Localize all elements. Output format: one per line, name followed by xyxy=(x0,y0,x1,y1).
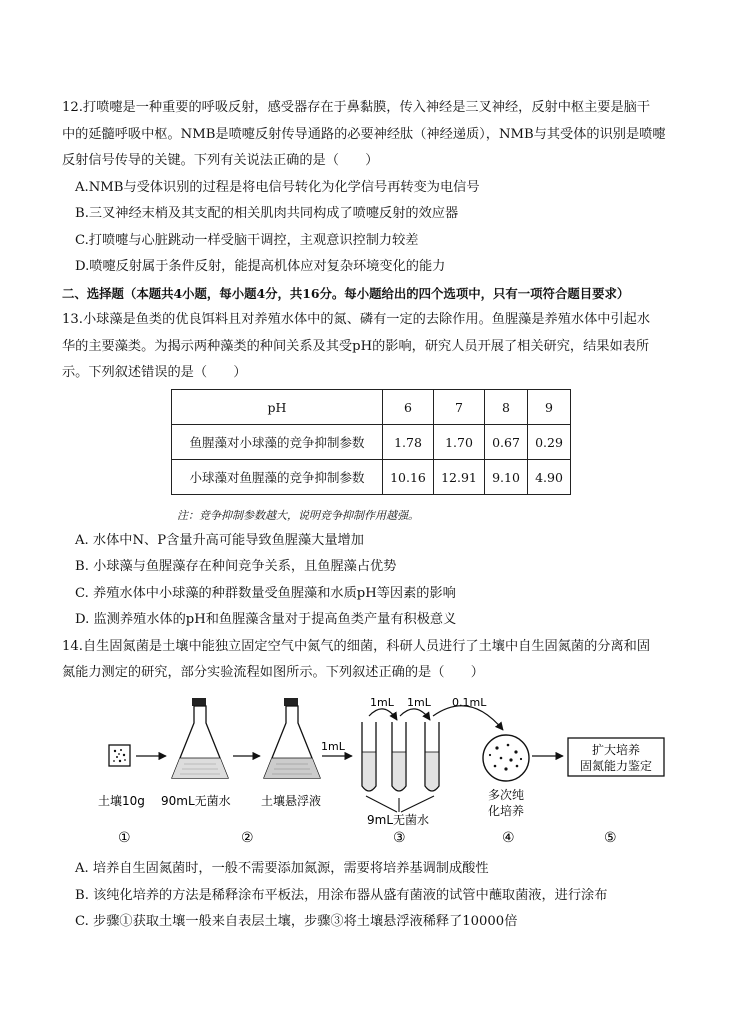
arc-volume-label: 1mL xyxy=(407,696,431,709)
transfer-arc xyxy=(369,709,397,720)
flask-icon xyxy=(264,698,320,778)
step-number: ⑤ xyxy=(604,830,617,846)
q14-line-1: 14.自生固氮菌是土壤中能独立固定空气中氮气的细菌，科研人员进行了土壤中自生固氮菌的分离和固 xyxy=(62,639,651,654)
result-box-line-2: 固氮能力鉴定 xyxy=(579,759,653,773)
transfer-arc xyxy=(400,709,430,720)
table-header-row xyxy=(172,390,571,425)
table-cell: 1.70 xyxy=(434,425,485,460)
table-cell: 4.90 xyxy=(528,460,571,495)
result-box-line-1: 扩大培养 xyxy=(591,743,641,757)
q12-option-c: C.打喷嚏与心脏跳动一样受脑干调控，主观意识控制力较差 xyxy=(75,233,419,248)
step-number: ④ xyxy=(502,830,515,846)
petri-dish-icon xyxy=(483,735,529,781)
water-9-label: 9mL无菌水 xyxy=(367,813,430,827)
experiment-flow-diagram xyxy=(0,685,737,850)
bracket-lines xyxy=(366,796,434,812)
transfer-volume-label: 1mL xyxy=(321,740,345,753)
table-cell: 9.10 xyxy=(485,460,528,495)
q12-line-2: 中的延髓呼吸中枢。NMB是喷嚏反射传导通路的必要神经肽（神经递质），NMB与其受体的识别是喷嚏 xyxy=(62,127,666,142)
q13-option-d: D. 监测养殖水体的pH和鱼腥藻含量对于提高鱼类产量有积极意义 xyxy=(75,612,457,627)
table-cell: 7 xyxy=(434,390,485,425)
purify-label-2: 化培养 xyxy=(488,804,525,818)
q13-option-a: A. 水体中N、P含量升高可能导致鱼腥藻大量增加 xyxy=(75,533,364,548)
q13-line-2: 华的主要藻类。为揭示两种藻类的种间关系及其受pH的影响，研究人员开展了相关研究，结果如表所 xyxy=(62,339,650,354)
arc-volume-label: 0.1mL xyxy=(452,696,487,709)
q13-option-b: B. 小球藻与鱼腥藻存在种间竞争关系，且鱼腥藻占优势 xyxy=(75,559,397,574)
flask-icon xyxy=(172,698,228,778)
table-cell: 9 xyxy=(528,390,571,425)
step-number: ③ xyxy=(393,830,406,846)
q13-option-c: C. 养殖水体中小球藻的种群数量受鱼腥藻和水质pH等因素的影响 xyxy=(75,586,456,601)
table-cell: 12.91 xyxy=(434,460,485,495)
step-number: ② xyxy=(241,830,254,846)
suspension-label: 土壤悬浮液 xyxy=(261,794,322,808)
table-cell: 10.16 xyxy=(383,460,434,495)
q14-option-a: A. 培养自生固氮菌时，一般不需要添加氮源，需要将培养基调制成酸性 xyxy=(75,861,489,876)
table-cell: pH xyxy=(172,390,383,425)
q12-option-a: A.NMB与受体识别的过程是将电信号转化为化学信号再转变为电信号 xyxy=(75,180,480,195)
section-heading: 二、选择题（本题共4小题，每小题4分，共16分。每小题给出的四个选项中，只有一项符合题目要求） xyxy=(62,286,630,301)
table-cell: 0.29 xyxy=(528,425,571,460)
competition-table xyxy=(171,389,571,495)
table-cell: 8 xyxy=(485,390,528,425)
table-cell: 小球藻对鱼腥藻的竞争抑制参数 xyxy=(172,460,383,495)
step-number: ① xyxy=(118,830,131,846)
q13-line-3: 示。下列叙述错误的是（ ） xyxy=(62,365,247,380)
purify-label-1: 多次纯 xyxy=(488,788,525,802)
table-row xyxy=(172,425,571,460)
arc-volume-label: 1mL xyxy=(370,696,394,709)
soil-label: 土壤10g xyxy=(98,794,145,808)
q12-option-b: B.三叉神经末梢及其支配的相关肌肉共同构成了喷嚏反射的效应器 xyxy=(75,206,459,221)
test-tube-icon xyxy=(425,722,439,791)
q14-line-2: 氮能力测定的研究，部分实验流程如图所示。下列叙述正确的是（ ） xyxy=(62,665,484,680)
q14-option-c: C. 步骤①获取土壤一般来自表层土壤，步骤③将土壤悬浮液稀释了10000倍 xyxy=(75,914,518,929)
table-cell: 0.67 xyxy=(485,425,528,460)
test-tube-icon xyxy=(392,722,406,791)
q12-line-3: 反射信号传导的关键。下列有关说法正确的是（ ） xyxy=(62,153,379,168)
test-tube-icon xyxy=(362,722,376,791)
table-cell: 鱼腥藻对小球藻的竞争抑制参数 xyxy=(172,425,383,460)
table-row xyxy=(172,460,571,495)
table-cell: 6 xyxy=(383,390,434,425)
q14-option-b: B. 该纯化培养的方法是稀释涂布平板法，用涂布器从盛有菌液的试管中蘸取菌液，进行涂布 xyxy=(75,888,608,903)
table-note: 注：竞争抑制参数越大，说明竞争抑制作用越强。 xyxy=(177,509,419,522)
q12-line-1: 12.打喷嚏是一种重要的呼吸反射，感受器存在于鼻黏膜，传入神经是三叉神经，反射中枢主要是脑干 xyxy=(62,100,651,115)
table-cell: 1.78 xyxy=(383,425,434,460)
q12-option-d: D.喷嚏反射属于条件反射，能提高机体应对复杂环境变化的能力 xyxy=(75,259,446,274)
soil-sample-icon xyxy=(109,745,130,766)
water-90-label: 90mL无菌水 xyxy=(161,794,231,808)
transfer-arc xyxy=(433,706,503,730)
q13-line-1: 13.小球藻是鱼类的优良饵料且对养殖水体中的氮、磷有一定的去除作用。鱼腥藻是养殖水体中引起水 xyxy=(62,312,651,327)
